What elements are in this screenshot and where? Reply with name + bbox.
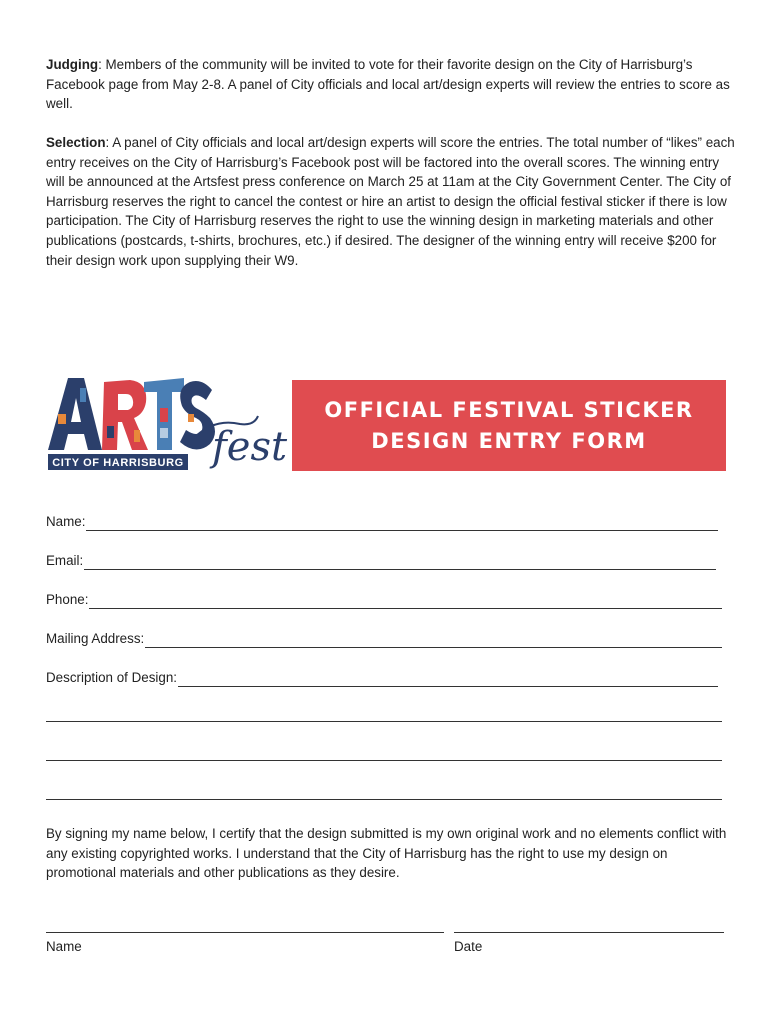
banner-title-line1: OFFICIAL FESTIVAL STICKER bbox=[324, 397, 694, 422]
name-line[interactable] bbox=[86, 517, 718, 531]
description-line-2[interactable] bbox=[46, 721, 722, 722]
phone-field[interactable] bbox=[46, 591, 722, 609]
logo-fest-text: fest bbox=[212, 424, 288, 470]
judging-heading: Judging bbox=[46, 57, 99, 72]
phone-label: Phone: bbox=[46, 592, 89, 607]
certification-paragraph: By signing my name below, I certify that the design submitted is my own original work and no elements conflict with any existing copyrighted works. I understand that the City of Harrisburg has the right to use my design on promotional materials and other publications as they desire. bbox=[46, 826, 727, 881]
mailing-address-label: Mailing Address: bbox=[46, 631, 145, 646]
email-field[interactable] bbox=[46, 552, 716, 570]
name-field[interactable] bbox=[46, 513, 718, 531]
artsfest-logo bbox=[44, 368, 294, 478]
selection-text: : A panel of City officials and local art/design experts will score the entries. The total number of “likes” each entry receives on the City of Harrisburg’s Facebook post will be factored into the overall scores. The winning entry will be announced at the Artsfest press conference on March 25 at 11am at the City Government Center. The City of Harrisburg reserves the right to cancel the contest or hire an artist to design the official festival sticker if there is low participation. The City of Harrisburg reserves the right to use the winning design in marketing materials and other publications (postcards, t-shirts, brochures, etc.) if desired. The designer of the winning entry will receive $200 for their design work upon supplying their W9. bbox=[46, 135, 735, 268]
description-label: Description of Design: bbox=[46, 670, 177, 685]
mailing-address-field[interactable] bbox=[46, 630, 722, 648]
signature-name-label: Name bbox=[46, 939, 82, 954]
banner-title-line2: DESIGN ENTRY FORM bbox=[371, 428, 647, 453]
signature-name-line[interactable] bbox=[46, 932, 444, 933]
logo-city-text: CITY OF HARRISBURG bbox=[52, 457, 184, 469]
entry-form-banner bbox=[292, 380, 726, 471]
signature-date-label: Date bbox=[454, 939, 483, 954]
selection-heading: Selection bbox=[46, 135, 106, 150]
judging-paragraph bbox=[46, 55, 736, 114]
description-line-3[interactable] bbox=[46, 760, 722, 761]
phone-line[interactable] bbox=[89, 595, 722, 609]
description-line-4[interactable] bbox=[46, 799, 722, 800]
name-label: Name: bbox=[46, 514, 86, 529]
mailing-address-line[interactable] bbox=[145, 634, 722, 648]
description-line[interactable] bbox=[178, 673, 718, 687]
judging-text: : Members of the community will be invited to vote for their favorite design on the City of Harrisburg’s Facebook page from May 2-8. A panel of City officials and local art/design experts will review the entries to score as well. bbox=[46, 57, 730, 112]
description-field[interactable] bbox=[46, 669, 718, 687]
signature-date-line[interactable] bbox=[454, 932, 724, 933]
email-label: Email: bbox=[46, 553, 84, 568]
logo-arts-letters bbox=[48, 378, 215, 450]
selection-paragraph bbox=[46, 133, 736, 270]
email-line[interactable] bbox=[84, 556, 716, 570]
